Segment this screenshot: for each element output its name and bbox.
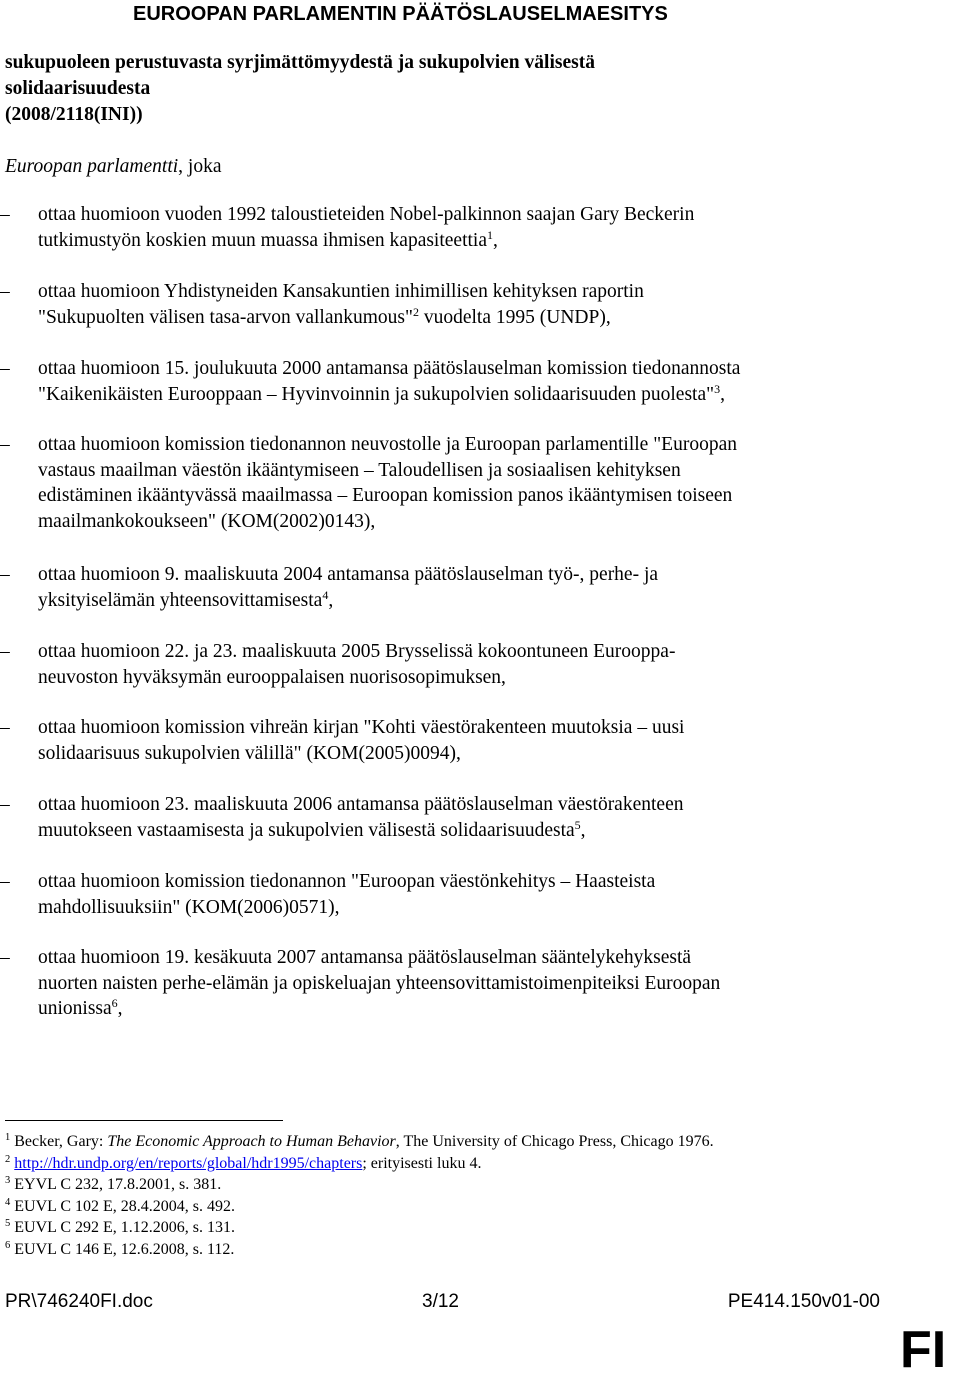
citation-line: [38, 483, 893, 509]
footnote-text: EYVL C 232, 17.8.2001, s. 381.: [14, 1176, 222, 1193]
citation-text: [38, 869, 893, 920]
footnote-number: 2: [5, 1153, 11, 1165]
dash-bullet: –: [0, 204, 10, 225]
citation-line: [38, 356, 893, 382]
heading-line-2: solidaarisuudesta: [5, 78, 151, 99]
footnote-4: [5, 1196, 905, 1218]
footnote-text: , The University of Chicago Press, Chicago 1976.: [395, 1133, 714, 1150]
citation-line-text: ottaa huomioon komission tiedonannon "Euroopan väestönkehitys – Haasteista: [38, 871, 656, 892]
citation-line-text: ottaa huomioon 23. maaliskuuta 2006 antamansa päätöslauselman väestörakenteen: [38, 794, 684, 815]
footnote-separator: [5, 1120, 283, 1121]
preamble: [5, 154, 605, 180]
procedure-number: (2008/2118(INI)): [5, 104, 143, 125]
citation-line-text: ottaa huomioon vuoden 1992 taloustieteiden Nobel-palkinnon saajan Gary Beckerin: [38, 204, 695, 225]
citation-line-text: ottaa huomioon 9. maaliskuuta 2004 antamansa päätöslauselman työ-, perhe- ja: [38, 564, 659, 585]
citation-line: [38, 562, 893, 588]
citation-line: [38, 588, 893, 614]
citation-line: [38, 382, 893, 408]
citation-line-text: unionissa: [38, 998, 112, 1020]
footnotes: [5, 1131, 905, 1260]
citation-text: [38, 945, 893, 1022]
citation-line: [38, 792, 893, 818]
citation-line-text: "Sukupuolten välisen tasa-arvon vallankumous": [38, 306, 413, 328]
citation-text: [38, 562, 893, 613]
citation-line-text: nuorten naisten perhe-elämän ja opiskeluajan yhteensovittamistoimenpiteiksi Euroopan: [38, 972, 721, 994]
page-footer: [5, 1289, 880, 1315]
citation-text: [38, 792, 893, 843]
citation-line: [38, 665, 893, 691]
citation-line-text: mahdollisuuksiin" (KOM(2006)0571),: [38, 896, 340, 918]
citation-line-text: ottaa huomioon Yhdistyneiden Kansakuntien inhimillisen kehityksen raportin: [38, 281, 644, 302]
footnote-text: ; erityisesti luku 4.: [362, 1154, 482, 1172]
citation-line: [38, 996, 893, 1022]
citation-line: [38, 458, 893, 484]
dash-bullet: –: [0, 871, 10, 892]
citation-line: [38, 715, 893, 741]
footnote-5: [5, 1217, 905, 1239]
citation-tail: vuodelta 1995 (UNDP),: [418, 306, 611, 328]
citation-line: [38, 945, 893, 971]
citation-line-text: maailmankokoukseen" (KOM(2002)0143),: [38, 511, 376, 533]
footnote-text: EUVL C 102 E, 28.4.2004, s. 492.: [14, 1197, 235, 1215]
footnote-link[interactable]: http://hdr.undp.org/en/reports/global/hdr1995/chapters: [14, 1154, 363, 1172]
citation-tail: ,: [580, 819, 586, 841]
citation-line-text: ottaa huomioon komission tiedonannon neuvostolle ja Euroopan parlamentille "Euroopan: [38, 434, 737, 455]
footer-page-number: 3/12: [422, 1291, 459, 1312]
preamble-rest: , joka: [178, 156, 222, 177]
citation-text: [38, 356, 893, 407]
footnote-reference: 1: [487, 227, 493, 242]
citation-line-text: ottaa huomioon 19. kesäkuuta 2007 antamansa päätöslauselman sääntelykehyksestä: [38, 947, 692, 968]
citation-line: [38, 895, 893, 921]
citation-text: [38, 432, 893, 535]
citation-tail: ,: [493, 229, 498, 251]
dash-bullet: –: [0, 564, 10, 585]
citation-tail: ,: [328, 589, 334, 611]
footnote-reference: 2: [412, 304, 419, 319]
footnote-2: [5, 1153, 905, 1175]
document-type-title: EUROOPAN PARLAMENTIN PÄÄTÖSLAUSELMAESITYS: [133, 3, 668, 25]
dash-bullet: –: [0, 717, 10, 738]
citation-text: [38, 715, 893, 766]
citation-line-text: yksityiselämän yhteensovittamisesta: [38, 589, 323, 611]
language-code: FI: [900, 1321, 947, 1379]
footnote-text: EUVL C 292 E, 1.12.2006, s. 131.: [14, 1219, 235, 1236]
citation-tail: ,: [720, 383, 725, 405]
footnote-number: 1: [5, 1132, 11, 1143]
footnote-1: [5, 1131, 905, 1153]
footnote-3: [5, 1174, 905, 1196]
footnote-text: Becker, Gary:: [14, 1133, 108, 1150]
footnote-reference: 3: [714, 381, 721, 396]
citation-line-text: ottaa huomioon komission vihreän kirjan "Kohti väestörakenteen muutoksia – uusi: [38, 717, 685, 738]
footnote-6: [5, 1239, 905, 1261]
citation-line-text: muutokseen vastaamisesta ja sukupolvien välisestä solidaarisuudesta: [38, 819, 575, 841]
citation-text: [38, 639, 893, 690]
dash-bullet: –: [0, 281, 10, 302]
citation-line-text: tutkimustyön koskien muun muassa ihmisen kapasiteettia: [38, 229, 487, 251]
citation-text: [38, 202, 893, 253]
dash-bullet: –: [0, 794, 10, 815]
footnote-book-title: The Economic Approach to Human Behavior: [107, 1133, 396, 1150]
preamble-subject: Euroopan parlamentti: [5, 156, 179, 177]
citation-line-text: ottaa huomioon 15. joulukuuta 2000 antamansa päätöslauselman komission tiedonannosta: [38, 358, 741, 379]
citation-line: [38, 228, 893, 254]
citation-line: [38, 869, 893, 895]
dash-bullet: –: [0, 641, 10, 662]
heading-line-1: sukupuoleen perustuvasta syrjimättömyydestä ja sukupolvien välisestä: [5, 52, 595, 73]
footnote-number: 5: [5, 1218, 11, 1229]
citation-line: [38, 305, 893, 331]
citation-line: [38, 202, 893, 228]
citation-line-text: neuvoston hyväksymän eurooppalaisen nuorisosopimuksen,: [38, 666, 506, 688]
citation-line: [38, 818, 893, 844]
footnote-reference: 5: [574, 817, 581, 832]
citation-line: [38, 432, 893, 458]
footnote-number: 3: [5, 1175, 11, 1186]
citation-tail: ,: [117, 998, 123, 1020]
footnote-number: 6: [5, 1239, 11, 1251]
citation-line: [38, 741, 893, 767]
citation-line-text: vastaus maailman väestön ikääntymiseen – Taloudellisen ja sosiaalisen kehityksen: [38, 459, 681, 481]
dash-bullet: –: [0, 947, 10, 968]
dash-bullet: –: [0, 434, 10, 455]
citation-line-text: edistäminen ikääntyvässä maailmassa – Euroopan komission panos ikääntymisen toiseen: [38, 485, 733, 507]
report-heading: [5, 50, 765, 128]
citation-line: [38, 279, 893, 305]
footnote-reference: 4: [322, 587, 329, 602]
footnote-number: 4: [5, 1196, 11, 1208]
dash-bullet: –: [0, 358, 10, 379]
citation-line-text: solidaarisuus sukupolvien välillä" (KOM(2005)0094),: [38, 742, 461, 764]
citation-line: [38, 509, 893, 535]
footer-document-reference: PE414.150v01-00: [727, 1291, 880, 1312]
citation-text: [38, 279, 893, 330]
citation-line: [38, 971, 893, 997]
footnote-reference: 6: [111, 996, 118, 1011]
citation-line-text: "Kaikenikäisten Eurooppaan – Hyvinvoinnin ja sukupolvien solidaarisuuden puolesta": [38, 383, 715, 405]
footer-file-name: PR\746240FI.doc: [5, 1291, 153, 1312]
footnote-text: EUVL C 146 E, 12.6.2008, s. 112.: [14, 1240, 235, 1258]
citation-line-text: ottaa huomioon 22. ja 23. maaliskuuta 2005 Brysselissä kokoontuneen Eurooppa-: [38, 641, 676, 662]
citation-line: [38, 639, 893, 665]
